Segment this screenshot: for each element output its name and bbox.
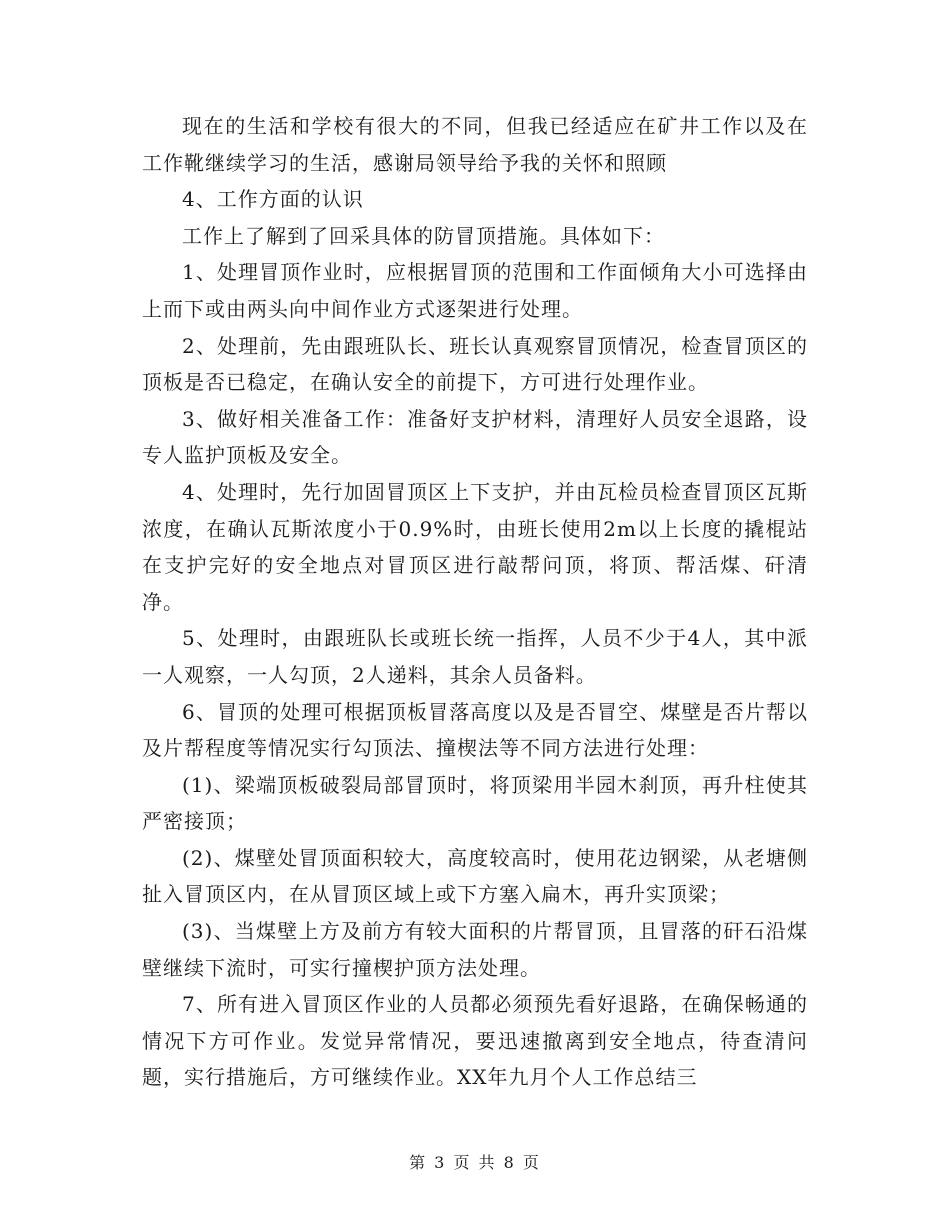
list-item-6: 6、冒顶的处理可根据顶板冒落高度以及是否冒空、煤壁是否片帮以及片帮程度等情况实行勾顶法、撞楔法等不同方法进行处理： — [142, 699, 808, 761]
list-item-4: 4、处理时，先行加固冒顶区上下支护，并由瓦检员检查冒顶区瓦斯浓度，在确认瓦斯浓度小于0.9%时，由班长使用2m以上长度的撬棍站在支护完好的安全地点对冒顶区进行敲帮问顶，将顶、帮活煤、矸清净。 — [142, 479, 808, 614]
paragraph-measures-intro: 工作上了解到了回采具体的防冒顶措施。具体如下： — [182, 223, 665, 248]
list-item-1: 1、处理冒顶作业时，应根据冒顶的范围和工作面倾角大小可选择由上而下或由两头向中间作业方式逐架进行处理。 — [142, 260, 808, 321]
sub-item-1: (1)、梁端顶板破裂局部冒顶时，将顶梁用半园木刹顶，再升柱使其严密接顶； — [142, 772, 808, 834]
paragraph-intro: 现在的生活和学校有很大的不同，但我已经适应在矿井工作以及在工作靴继续学习的生活，感谢局领导给予我的关怀和照顾 — [142, 114, 808, 175]
list-item-2: 2、处理前，先由跟班队长、班长认真观察冒顶情况，检查冒顶区的顶板是否已稳定，在确认安全的前提下，方可进行处理作业。 — [142, 333, 808, 395]
document-body — [142, 108, 808, 1096]
sub-item-2: (2)、煤壁处冒顶面积较大，高度较高时，使用花边钢梁，从老塘侧扯入冒顶区内，在从冒顶区域上或下方塞入扁木，再升实顶梁； — [142, 845, 808, 907]
page-number-footer: 第 3 页 共 8 页 — [409, 1153, 541, 1172]
list-item-7: 7、所有进入冒顶区作业的人员都必须预先看好退路，在确保畅通的情况下方可作业。发觉异常情况，要迅速撤离到安全地点，待查清问题，实行措施后，方可继续作业。XX年九月个人工作总结三 — [142, 992, 808, 1090]
sub-item-3: (3)、当煤壁上方及前方有较大面积的片帮冒顶，且冒落的矸石沿煤壁继续下流时，可实行撞楔护顶方法处理。 — [142, 919, 808, 980]
section-heading-work-understanding: 4、工作方面的认识 — [182, 187, 364, 212]
list-item-3: 3、做好相关准备工作：准备好支护材料，清理好人员安全退路，设专人监护顶板及安全。 — [142, 406, 808, 468]
list-item-5: 5、处理时，由跟班队长或班长统一指挥，人员不少于4人，其中派一人观察，一人勾顶，2人递料，其余人员备料。 — [142, 626, 808, 687]
